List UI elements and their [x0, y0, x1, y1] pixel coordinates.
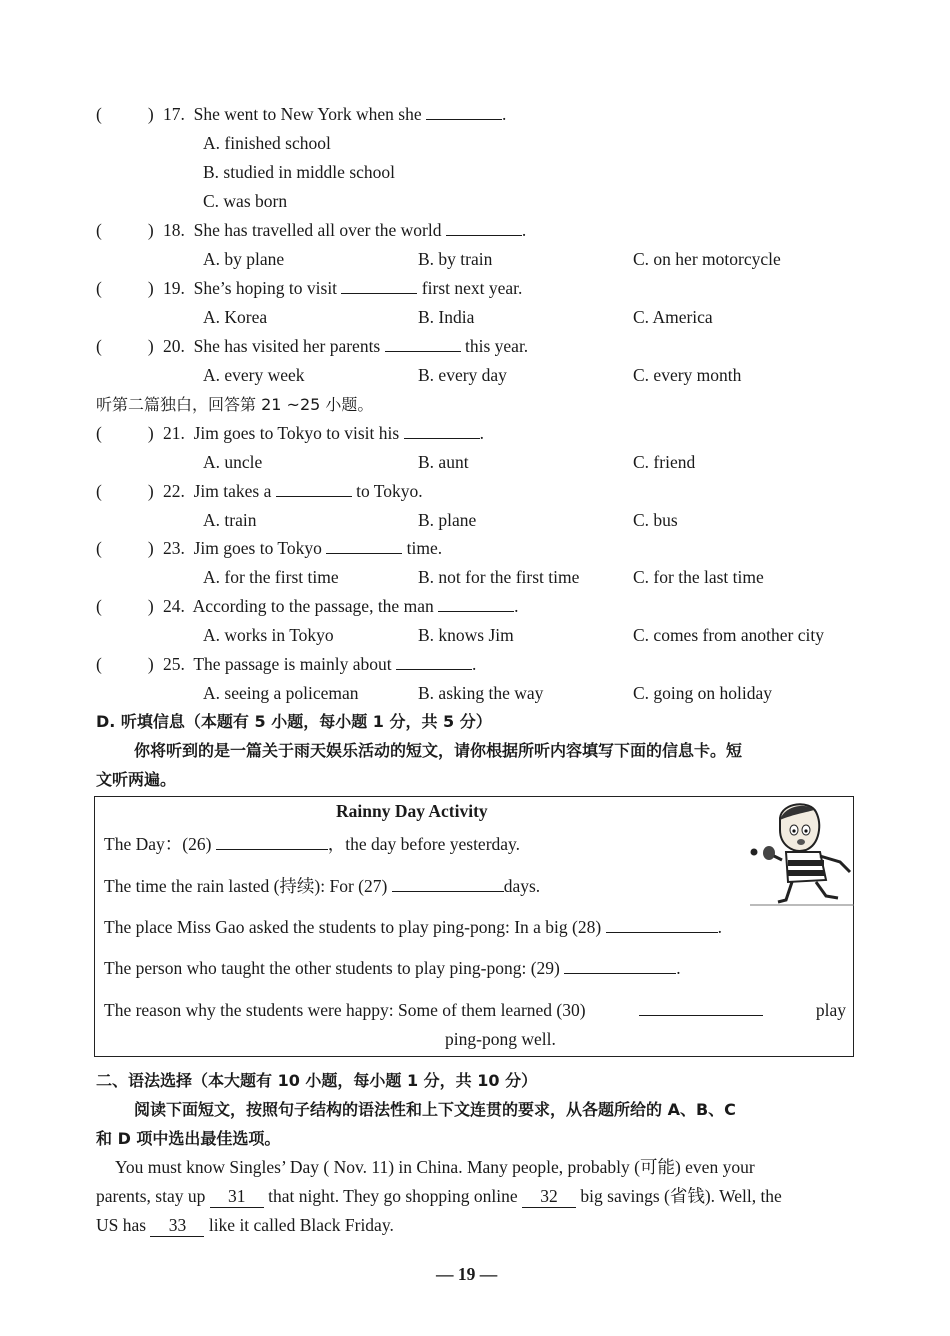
question-24: 24. According to the passage, the man . [163, 596, 519, 616]
section-d-instruction: 你将听到的是一篇关于雨天娱乐活动的短文，请你根据所听内容填写下面的信息卡。短 [134, 741, 743, 760]
option-24b[interactable]: B. knows Jim [418, 625, 514, 645]
option-25b[interactable]: B. asking the way [418, 683, 544, 703]
card-row-27: The time the rain lasted (持续): For (27) days. [104, 876, 541, 896]
question-20: 20. She has visited her parents this year. [163, 336, 529, 356]
answer-paren[interactable]: ( ) [96, 278, 154, 298]
grammar-section-title: 二、语法选择（本大题有 10 小题，每小题 1 分，共 10 分） [96, 1071, 538, 1090]
option-22a[interactable]: A. train [203, 510, 257, 530]
blank-30[interactable] [639, 999, 763, 1016]
monologue-instruction: 听第二篇独白，回答第 21 ~25 小题。 [96, 395, 374, 414]
card-row-30-cont: ping-pong well. [445, 1029, 556, 1049]
option-21c[interactable]: C. friend [633, 452, 696, 472]
answer-paren[interactable]: ( ) [96, 481, 154, 501]
option-17b[interactable]: B. studied in middle school [203, 162, 396, 182]
blank-33[interactable]: 33 [150, 1214, 204, 1237]
card-row-30: The reason why the students were happy: Some of them learned (30) play [104, 1000, 846, 1020]
option-23a[interactable]: A. for the first time [203, 567, 339, 587]
grammar-instruction-2: 和 D 项中选出最佳选项。 [96, 1129, 281, 1148]
question-25: 25. The passage is mainly about . [163, 654, 477, 674]
option-18a[interactable]: A. by plane [203, 249, 285, 269]
option-22c[interactable]: C. bus [633, 510, 678, 530]
blank-32[interactable]: 32 [522, 1185, 576, 1208]
question-19: 19. She’s hoping to visit first next year. [163, 278, 523, 298]
passage-line-1: You must know Singles’ Day ( Nov. 11) in China. Many people, probably (可能) even your [115, 1157, 755, 1177]
option-17a[interactable]: A. finished school [203, 133, 331, 153]
question-22: 22. Jim takes a to Tokyo. [163, 481, 423, 501]
option-19a[interactable]: A. Korea [203, 307, 268, 327]
option-19b[interactable]: B. India [418, 307, 475, 327]
page-number: — 19 — [436, 1264, 498, 1284]
section-d-instruction-2: 文听两遍。 [96, 770, 177, 789]
answer-paren[interactable]: ( ) [96, 596, 154, 616]
card-row-28: The place Miss Gao asked the students to play ping-pong: In a big (28) . [104, 917, 722, 937]
blank-28[interactable] [606, 916, 718, 933]
option-23c[interactable]: C. for the last time [633, 567, 764, 587]
question-23: 23. Jim goes to Tokyo time. [163, 538, 443, 558]
option-18c[interactable]: C. on her motorcycle [633, 249, 781, 269]
option-24a[interactable]: A. works in Tokyo [203, 625, 334, 645]
option-24c[interactable]: C. comes from another city [633, 625, 824, 645]
answer-paren[interactable]: ( ) [96, 220, 154, 240]
answer-paren[interactable]: ( ) [96, 336, 154, 356]
question-21: 21. Jim goes to Tokyo to visit his . [163, 423, 484, 443]
card-title: Rainny Day Activity [336, 801, 488, 821]
option-22b[interactable]: B. plane [418, 510, 477, 530]
answer-paren[interactable]: ( ) [96, 104, 154, 124]
answer-paren[interactable]: ( ) [96, 654, 154, 674]
blank-27[interactable] [392, 875, 504, 892]
option-17c[interactable]: C. was born [203, 191, 288, 211]
option-21a[interactable]: A. uncle [203, 452, 263, 472]
option-20c[interactable]: C. every month [633, 365, 742, 385]
answer-paren[interactable]: ( ) [96, 538, 154, 558]
passage-line-2: parents, stay up 31 that night. They go shopping online 32 big savings (省钱). Well, the [96, 1186, 782, 1206]
question-17: 17. She went to New York when she . [163, 104, 507, 124]
option-18b[interactable]: B. by train [418, 249, 493, 269]
blank-31[interactable]: 31 [210, 1185, 264, 1208]
option-19c[interactable]: C. America [633, 307, 713, 327]
blank-26[interactable] [216, 833, 328, 850]
option-21b[interactable]: B. aunt [418, 452, 469, 472]
option-23b[interactable]: B. not for the first time [418, 567, 580, 587]
question-18: 18. She has travelled all over the world . [163, 220, 527, 240]
card-row-26: The Day：(26) ，the day before yesterday. [104, 834, 521, 854]
option-25c[interactable]: C. going on holiday [633, 683, 773, 703]
answer-paren[interactable]: ( ) [96, 423, 154, 443]
option-20a[interactable]: A. every week [203, 365, 305, 385]
grammar-instruction: 阅读下面短文，按照句子结构的语法性和上下文连贯的要求，从各题所给的 A、B、C [134, 1100, 736, 1119]
option-25a[interactable]: A. seeing a policeman [203, 683, 359, 703]
ping-pong-boy-illustration [750, 800, 854, 906]
card-row-29: The person who taught the other students to play ping-pong: (29) . [104, 958, 681, 978]
passage-line-3: US has 33 like it called Black Friday. [96, 1215, 394, 1235]
section-d-title: D. 听填信息（本题有 5 小题，每小题 1 分，共 5 分） [96, 712, 492, 731]
option-20b[interactable]: B. every day [418, 365, 507, 385]
blank-29[interactable] [564, 957, 676, 974]
